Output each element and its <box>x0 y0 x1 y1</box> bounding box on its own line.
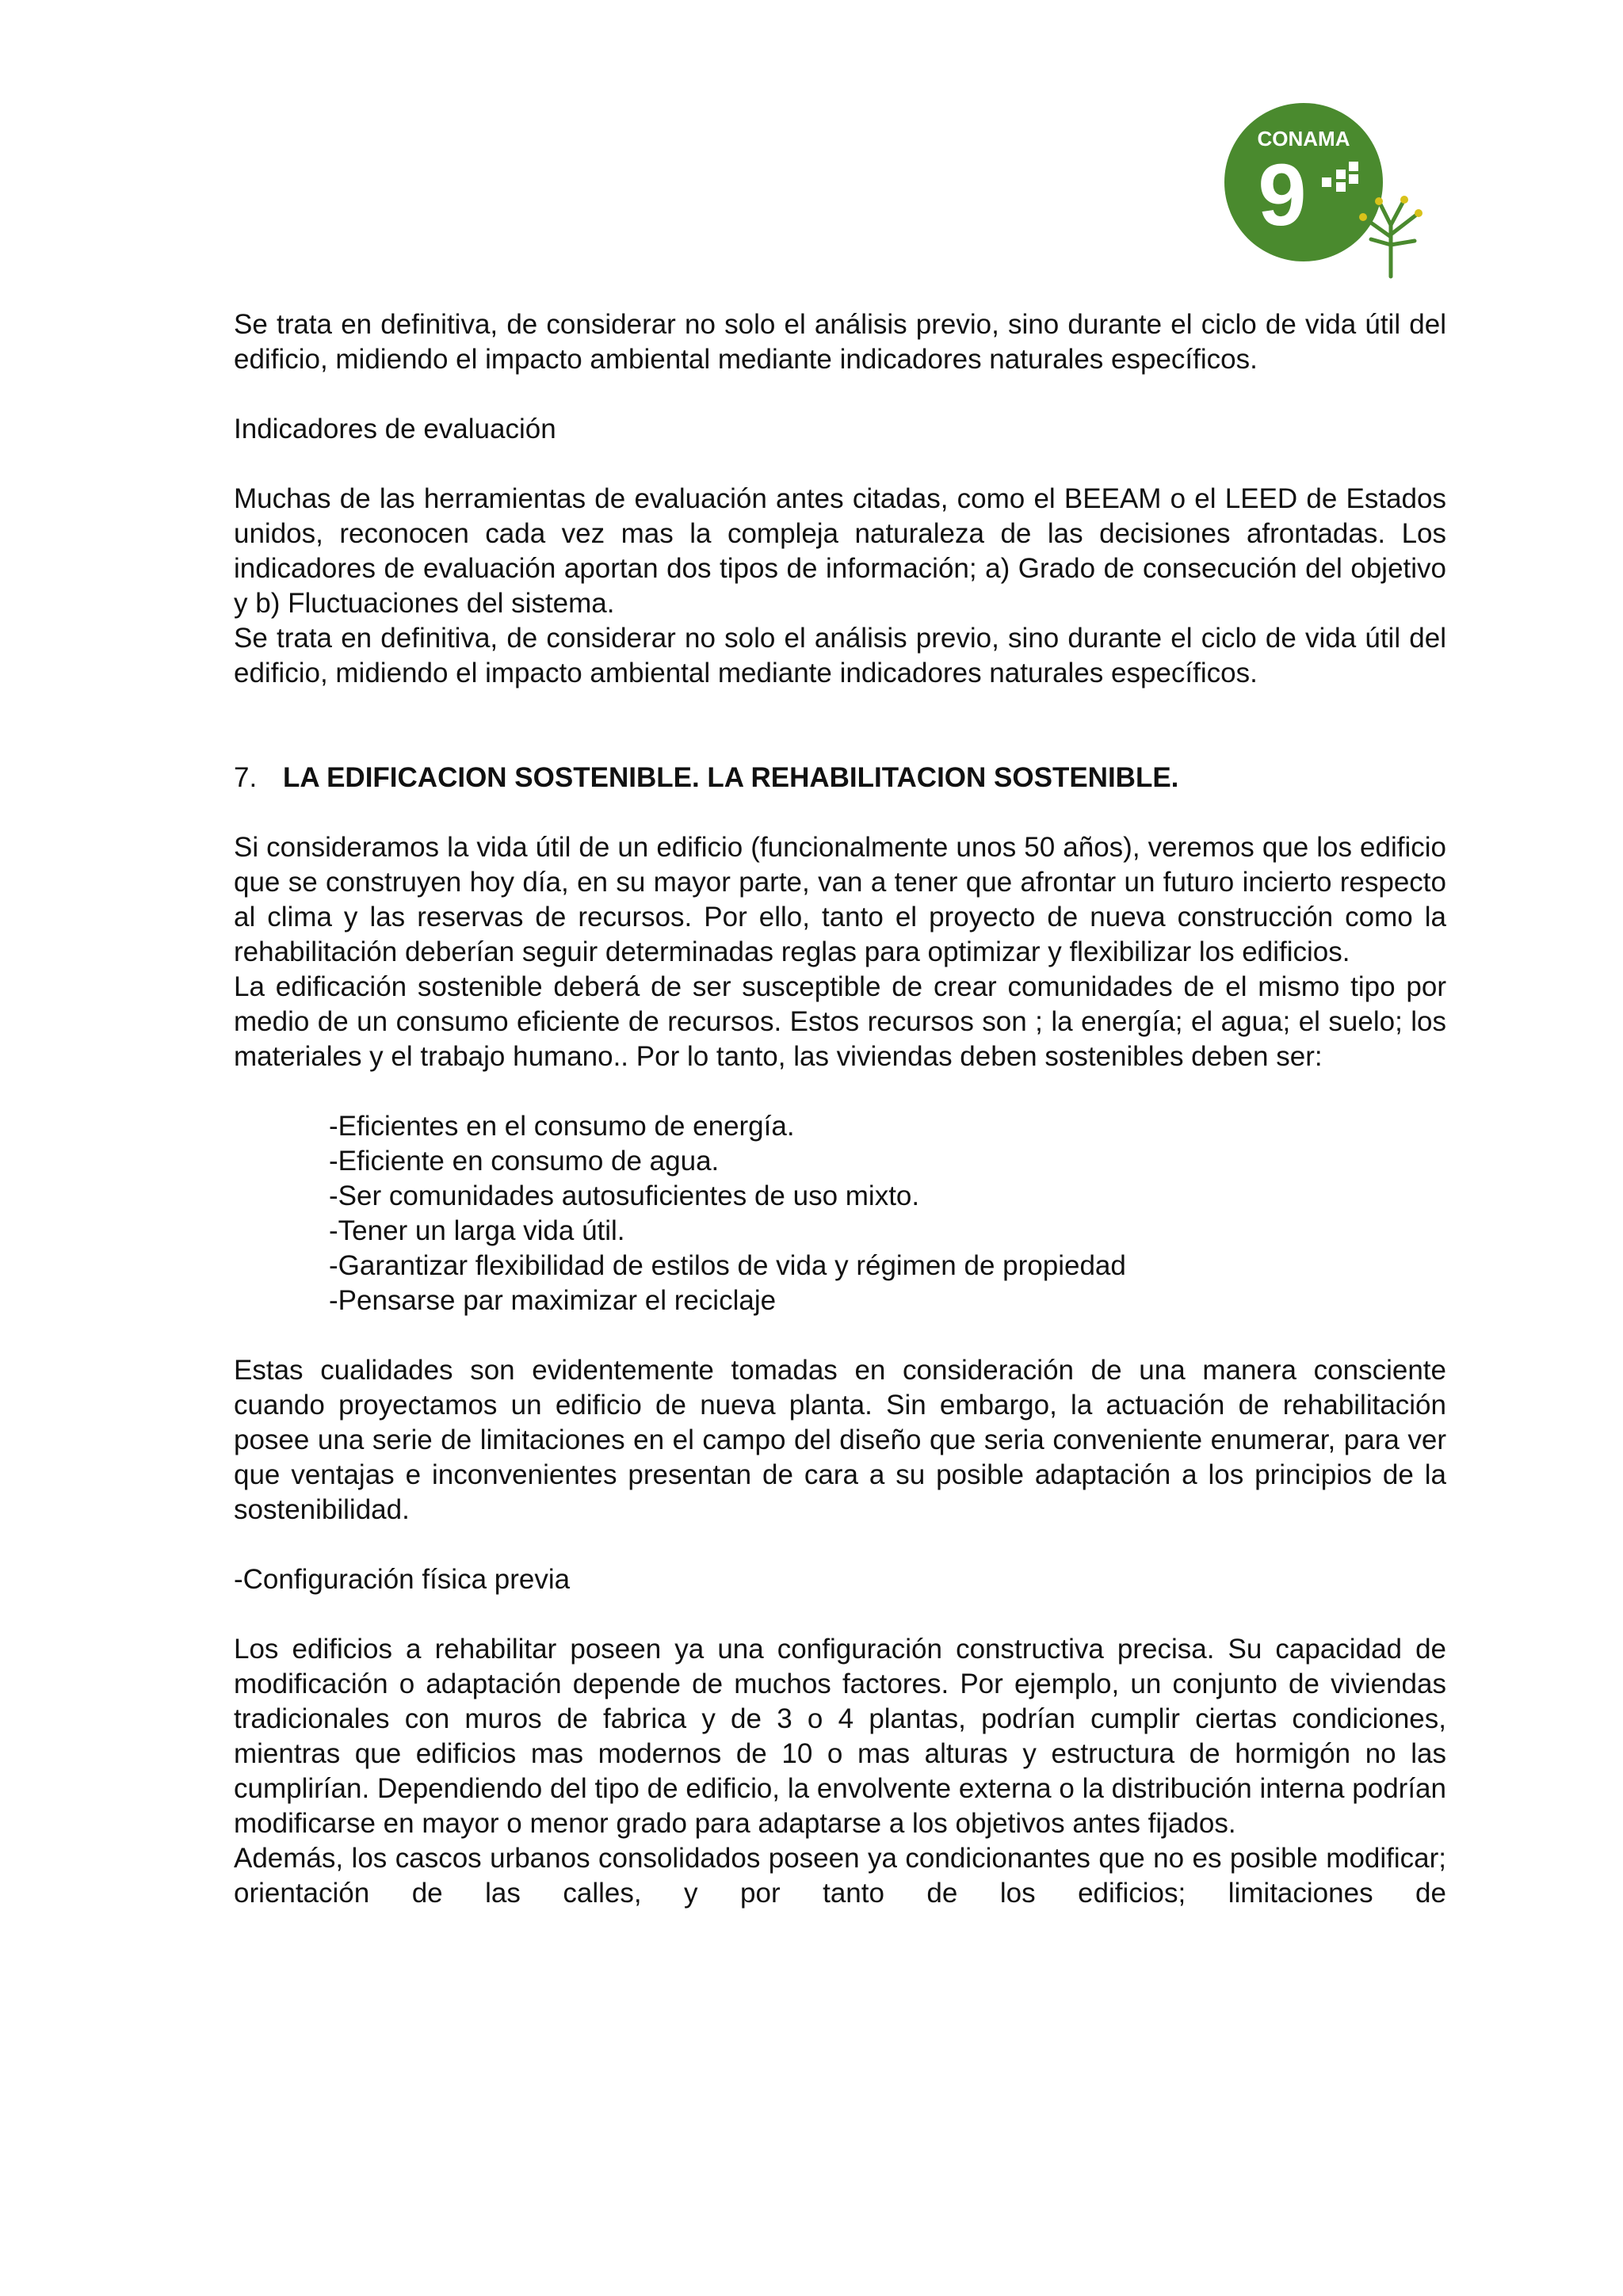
paragraph-5: La edificación sostenible deberá de ser susceptible de crear comunidades de el mismo tipo por medio de un consumo eficiente de recursos. Estos recursos son ; la energía; el agua; el suelo; los materiales y el trabajo humano.. Por lo tanto, las viviendas deben sostenibles deben ser: <box>234 971 1446 1072</box>
logo-text: CONAMA <box>1257 127 1350 151</box>
list-item: -Tener un larga vida útil. <box>329 1215 625 1246</box>
paragraph-1: Se trata en definitiva, de considerar no solo el análisis previo, sino durante el ciclo de vida útil del edificio, midiendo el impacto ambiental mediante indicadores naturales específicos. <box>234 309 1446 375</box>
subtitle-configuracion: -Configuración física previa <box>234 1564 571 1595</box>
list-item: -Ser comunidades autosuficientes de uso mixto. <box>329 1180 920 1211</box>
list-item: -Eficiente en consumo de agua. <box>329 1146 720 1177</box>
subtitle-indicadores: Indicadores de evaluación <box>234 414 556 444</box>
paragraph-3: Se trata en definitiva, de considerar no solo el análisis previo, sino durante el ciclo de vida útil del edificio, midiendo el impacto ambiental mediante indicadores naturales específicos. <box>234 623 1446 688</box>
section-heading <box>234 761 1446 795</box>
logo-number: 9 <box>1258 147 1307 244</box>
conama-logo <box>1220 98 1442 288</box>
list-item: -Garantizar flexibilidad de estilos de vida y régimen de propiedad <box>329 1250 1126 1281</box>
document-body <box>234 307 1446 1911</box>
list-item: -Eficientes en el consumo de energía. <box>329 1111 795 1142</box>
paragraph-8: Además, los cascos urbanos consolidados poseen ya condicionantes que no es posible modificar; orientación de las calles, y por tanto de los edificios; limitaciones de <box>234 1843 1446 1909</box>
paragraph-7: Los edificios a rehabilitar poseen ya una configuración constructiva precisa. Su capacidad de modificación o adaptación depende de muchos factores. Por ejemplo, un conjunto de viviendas tradicionales con muros de fabrica y de 3 o 4 plantas, podrían cumplir ciertas condiciones, mientras que edificios mas modernos de 10 o mas alturas y estructura de hormigón no las cumplirían. Dependiendo del tipo de edificio, la envolvente externa o la distribución interna podrían modificarse en mayor o menor grado para adaptarse a los objetivos antes fijados. <box>234 1634 1446 1839</box>
requirements-list <box>234 1109 1446 1318</box>
conama-logo-icon <box>1220 98 1442 288</box>
section-number: 7. <box>234 762 258 793</box>
section-title: LA EDIFICACION SOSTENIBLE. LA REHABILITACION SOSTENIBLE. <box>283 762 1179 793</box>
list-item: -Pensarse par maximizar el reciclaje <box>329 1285 777 1316</box>
paragraph-4: Si consideramos la vida útil de un edificio (funcionalmente unos 50 años), veremos que los edificio que se construyen hoy día, en su mayor parte, van a tener que afrontar un futuro incierto respecto al clima y las reservas de recursos. Por ello, tanto el proyecto de nueva construcción como la rehabilitación deberían seguir determinadas reglas para optimizar y flexibilizar los edificios. <box>234 832 1446 967</box>
paragraph-6: Estas cualidades son evidentemente tomadas en consideración de una manera consciente cuando proyectamos un edificio de nueva planta. Sin embargo, la actuación de rehabilitación posee una serie de limitaciones en el campo del diseño que seria conveniente enumerar, para ver que ventajas e inconvenientes presentan de cara a su posible adaptación a los principios de la sostenibilidad. <box>234 1355 1446 1525</box>
paragraph-2: Muchas de las herramientas de evaluación antes citadas, como el BEEAM o el LEED de Estados unidos, reconocen cada vez mas la compleja naturaleza de las decisiones afrontadas. Los indicadores de evaluación aportan dos tipos de información; a) Grado de consecución del objetivo y b) Fluctuaciones del sistema. <box>234 483 1446 619</box>
